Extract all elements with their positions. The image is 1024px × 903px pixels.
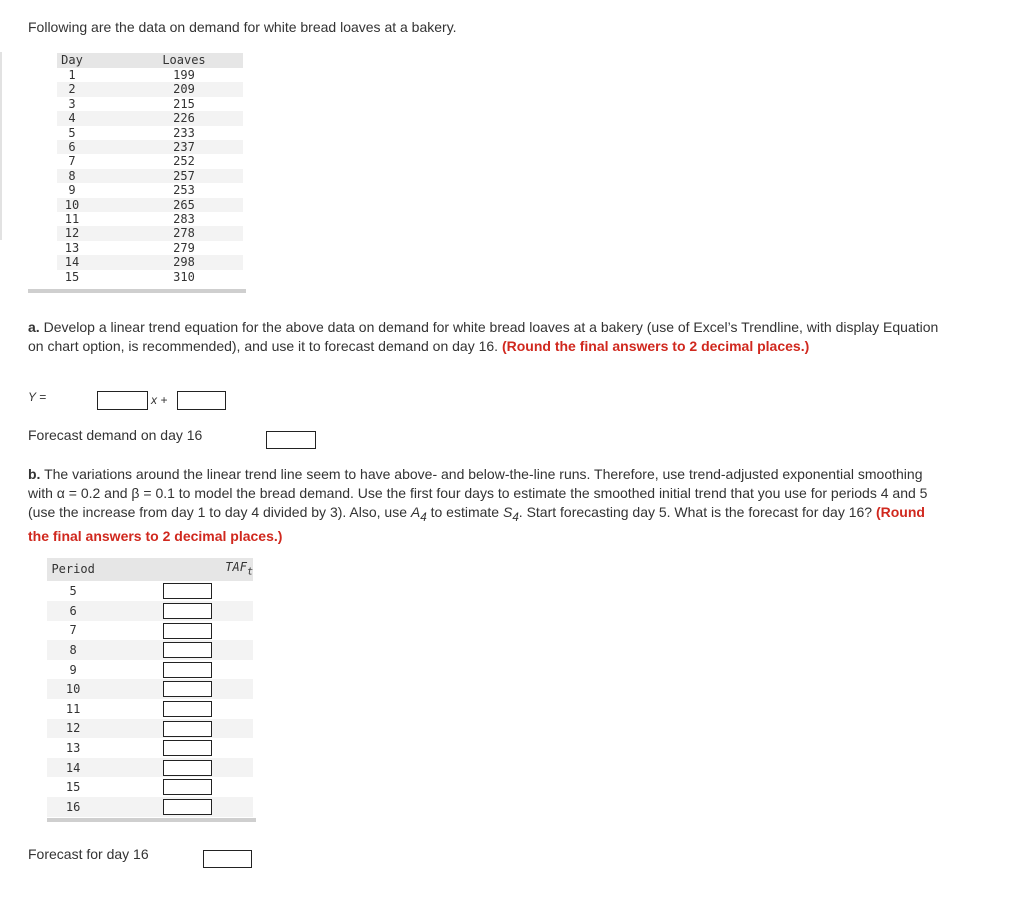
taf-cell	[99, 758, 253, 778]
taf-row	[47, 758, 253, 778]
forecast-demand-day16-input[interactable]	[266, 431, 316, 449]
period-cell: 5	[69, 584, 77, 599]
part-a-text: Develop a linear trend equation for the above data on demand for white bread loaves at a bakery (use of Excel’s Trendline, with display Equation on chart option, is recommended), and use it to forecast demand on day 16.	[28, 319, 939, 354]
taf-row	[47, 640, 253, 660]
day-cell: 15	[64, 269, 80, 284]
left-margin-bar	[0, 52, 2, 240]
forecast-demand-day16-label: Forecast demand on day 16	[28, 427, 203, 443]
day-cell: 9	[68, 183, 76, 198]
period-cell: 15	[65, 780, 81, 795]
taf-input[interactable]	[163, 799, 212, 815]
a4-symbol	[410, 504, 427, 524]
taf-input[interactable]	[163, 603, 212, 619]
day-cell: 4	[57, 111, 87, 125]
forecast-day16-label: Forecast for day 16	[28, 846, 149, 862]
y-equals-label: Y =	[28, 390, 47, 404]
taf-row	[47, 738, 253, 758]
taf-row	[47, 679, 253, 699]
x-plus-label	[151, 393, 167, 407]
period-cell: 7	[69, 623, 77, 638]
loaves-cell: 257	[87, 169, 243, 183]
part-a-label: a.	[28, 319, 40, 335]
taf-row	[47, 601, 253, 621]
loaves-cell: 283	[173, 212, 195, 227]
taf-cell	[99, 797, 253, 817]
taf-input[interactable]	[163, 583, 212, 599]
day-cell: 8	[57, 169, 87, 183]
day-cell: 13	[64, 240, 80, 255]
part-a-instruction: (Round the final answers to 2 decimal places.)	[501, 338, 810, 354]
table-row	[57, 212, 243, 226]
period-cell: 13	[65, 740, 81, 755]
loaves-cell: 298	[87, 255, 243, 269]
part-b-question	[28, 465, 948, 546]
taf-header-row	[47, 558, 253, 581]
table-row	[57, 241, 243, 255]
table-bottom-bar	[28, 289, 246, 293]
taf-input[interactable]	[163, 721, 212, 737]
day-cell: 1	[68, 68, 76, 82]
s4-base: S	[502, 504, 513, 520]
period-cell: 8	[47, 640, 99, 660]
table-row	[57, 183, 243, 197]
intercept-input[interactable]	[177, 391, 226, 410]
day-column-header: Day	[57, 53, 87, 68]
loaves-cell: 265	[87, 198, 243, 212]
table-row	[57, 97, 243, 111]
day-cell: 10	[57, 198, 87, 212]
day-cell: 12	[57, 226, 87, 240]
part-b-text-2: to estimate	[426, 504, 503, 520]
day-cell: 3	[68, 96, 76, 111]
part-b-label: b.	[28, 466, 41, 482]
taf-table-bottom-bar	[47, 818, 256, 822]
taf-cell	[99, 660, 253, 680]
a4-base: A	[410, 504, 421, 520]
forecast-day16-input[interactable]	[203, 850, 252, 868]
taf-column-header	[99, 558, 253, 581]
taf-input[interactable]	[163, 740, 212, 756]
taf-cell	[99, 699, 253, 719]
table-row	[57, 126, 243, 140]
loaves-cell: 310	[173, 269, 195, 284]
table-row	[57, 68, 243, 82]
taf-row	[47, 621, 253, 641]
table-row	[57, 82, 243, 96]
table-row	[57, 270, 243, 284]
table-row	[57, 255, 243, 269]
taf-input[interactable]	[163, 779, 212, 795]
x-plus-text: x +	[151, 393, 168, 407]
loaves-cell: 278	[87, 226, 243, 240]
period-cell: 12	[47, 719, 99, 739]
period-column-header: Period	[47, 558, 99, 581]
s4-symbol	[502, 504, 519, 524]
taf-row	[47, 797, 253, 817]
a4-subscript: 4	[420, 510, 427, 524]
part-b-text-1: The variations around the linear trend line seem to have above- and below-the-line runs. Therefore, use trend-adjusted exponential smoothing with α = 0.2 and β = 0.1 to model the bread demand. Use the first four days to estimate the smoothed initial trend that you use for periods 4 and 5 (use the increase from day 1 to day 4 divided by 3). Also, use	[28, 466, 928, 520]
taf-input[interactable]	[163, 681, 212, 697]
s4-subscript: 4	[512, 510, 519, 524]
table-row	[57, 169, 243, 183]
loaves-cell: 226	[87, 111, 243, 125]
taf-header-base: TAF	[225, 560, 247, 574]
loaves-cell: 279	[173, 240, 195, 255]
table-row	[57, 198, 243, 212]
loaves-cell: 233	[173, 125, 195, 140]
part-a-question	[28, 318, 948, 356]
taf-cell	[99, 581, 253, 601]
taf-row	[47, 719, 253, 739]
loaves-cell: 199	[173, 68, 195, 82]
table-row	[57, 154, 243, 168]
day-cell: 11	[64, 212, 80, 227]
taf-cell	[99, 640, 253, 660]
taf-table	[47, 558, 253, 817]
slope-input[interactable]	[97, 391, 148, 410]
period-cell: 6	[47, 601, 99, 621]
taf-input[interactable]	[163, 623, 212, 639]
taf-row	[47, 581, 253, 601]
day-cell: 5	[68, 125, 76, 140]
period-cell: 16	[47, 797, 99, 817]
taf-input[interactable]	[163, 760, 212, 776]
taf-input[interactable]	[163, 662, 212, 678]
day-cell: 6	[57, 140, 87, 154]
part-b-instruction: (Round the final answers to 2 decimal places.)	[28, 504, 925, 544]
day-cell: 2	[57, 82, 87, 96]
loaves-cell: 237	[87, 140, 243, 154]
taf-cell	[99, 621, 253, 641]
table-row	[57, 226, 243, 240]
intro-text: Following are the data on demand for white bread loaves at a bakery.	[28, 19, 457, 35]
taf-input[interactable]	[163, 642, 212, 658]
period-cell: 11	[65, 701, 81, 716]
taf-cell	[99, 719, 253, 739]
taf-row	[47, 660, 253, 680]
period-cell: 14	[47, 758, 99, 778]
period-cell: 9	[69, 662, 77, 677]
day-cell: 7	[68, 154, 76, 169]
loaves-cell: 215	[173, 96, 195, 111]
taf-row	[47, 699, 253, 719]
table-row	[57, 140, 243, 154]
taf-input[interactable]	[163, 701, 212, 717]
taf-header-subscript: t	[246, 566, 253, 578]
table-row	[57, 111, 243, 125]
taf-cell	[99, 679, 253, 699]
period-cell: 10	[47, 679, 99, 699]
demand-data-table	[57, 53, 243, 284]
table-header-row	[57, 53, 243, 68]
taf-cell	[99, 777, 253, 797]
taf-cell	[99, 601, 253, 621]
part-b-text-3: . Start forecasting day 5. What is the forecast for day 16?	[518, 504, 876, 520]
loaves-cell: 209	[87, 82, 243, 96]
taf-row	[47, 777, 253, 797]
loaves-cell: 253	[173, 183, 195, 198]
loaves-column-header: Loaves	[87, 53, 243, 68]
loaves-cell: 252	[173, 154, 195, 169]
day-cell: 14	[57, 255, 87, 269]
taf-cell	[99, 738, 253, 758]
